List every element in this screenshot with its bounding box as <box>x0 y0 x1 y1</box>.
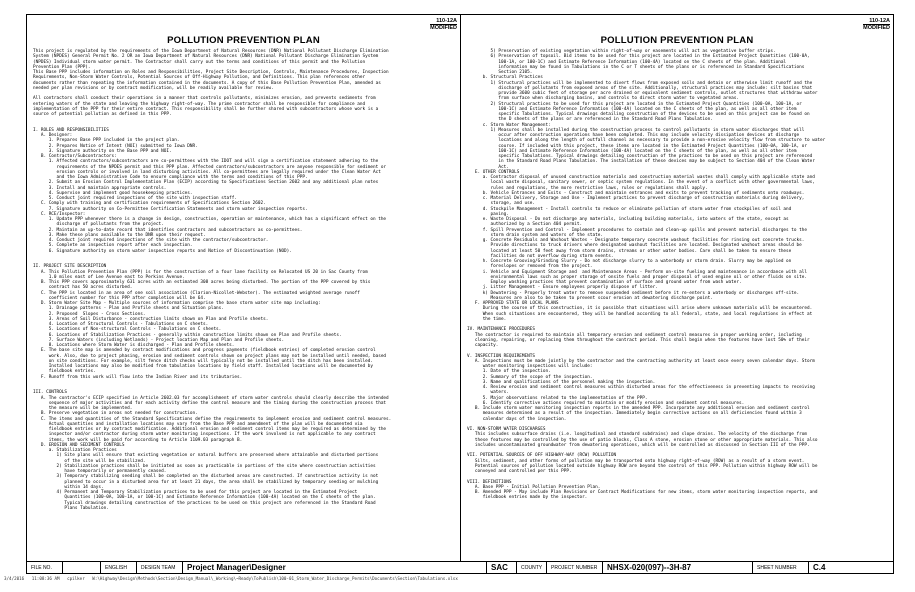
text-line: (NPDES) Individual storm water permit. The Contractor shall carry out the terms and conditions of this permit and the Pollution <box>33 59 366 65</box>
text-line: 4. Review erosion and sediment control measures within disturbed areas for the effectiveness in preventing impacts to receiving <box>467 385 815 390</box>
text-line: within 14 days. <box>33 484 104 490</box>
text-line: specific Tabulations. Typical drawings detailing construction of the devices to be used on this project can be found on <box>467 112 810 117</box>
text-line: information may be found in Tabulations in the C or T sheets of the plans or is referenced in Standard Specifications <box>467 64 805 70</box>
text-line: provide 3600 cubic feet of storage per acre drained or equivalent sediment controls, outlet structures that withdraw water <box>467 91 818 96</box>
text-line: specific Tabulations. Typical drawings detailing construction of the practices to be used on this project are referenced <box>467 154 813 159</box>
text-line: calendar days of the inspection. <box>467 416 567 422</box>
text-line: 3. Signature authority on the Base PPP and NOI. <box>33 148 172 154</box>
text-line: 1) Site plans will ensure that existing vegetation or natural buffers are preserved where attainable and disturbed portions <box>33 453 379 459</box>
text-line: V. INSPECTION REQUIREMENTS <box>467 353 535 359</box>
text-line: 3. Areas of Soil Disturbance - construction limits shown on Plan and Profile sheets. <box>33 316 269 322</box>
text-line: needed per plan revisions or by contract modification, will be readily available for review. <box>33 85 274 91</box>
text-line: from surface when discharging basins, and controls to direct storm water to vegetated areas. <box>467 96 739 102</box>
text-line: 5. Major observations related to the implementation of the PPP. <box>467 395 648 401</box>
file-no-label: FILE NO. <box>27 562 63 573</box>
text-line: coefficient number for this PPP after completion will be 64. <box>33 295 206 301</box>
text-line: 2. Proposed Slopes - Cross Sections. <box>33 311 146 317</box>
text-line: IV. MAINTENANCE PROCEDURES <box>467 327 535 333</box>
text-line: B. This PPP covers approximately 631 acres with an estimated 308 acres being disturbed. The portion of the PPP covered by this <box>33 280 371 285</box>
text-line: fieldbook entries or by contract modification. Additional erosion and sediment control items may be required as determined by the <box>33 427 387 432</box>
text-line: 4) Permanent and Temporary Stabilization practices to be used for this project are located in the Estimated Project <box>33 490 358 495</box>
text-line: F. APPROVED STATE OR LOCAL PLANS <box>467 301 559 306</box>
text-line: the measure will be implemented. <box>33 406 133 411</box>
text-line: C. RCE/Inspector: <box>33 211 86 217</box>
text-line: 1) Structural practices will be implemented to divert flows from exposed soils and detain or otherwise limit runoff and the <box>467 80 813 86</box>
text-line: I. ROLES AND RESPONSIBILITIES <box>33 127 109 133</box>
text-line: 3. Install and maintain appropriate controls. <box>33 185 167 191</box>
text-line: documents rather than repeating the information contained in the documents. A copy of this Base Pollution Prevention Plan, amended as <box>33 80 381 86</box>
text-line: 2. Maintain an up-to-date record that identifies contractors and subcontractors as co-permittees. <box>33 227 303 233</box>
text-line: This project is regulated by the requirements of the Iowa Department of Natural Resources (DNR) National Pollutant Discharge Elimination <box>33 49 389 54</box>
text-line: During the course of this construction, it is possible that situations will arise where unknown materials will be encountered. <box>467 306 813 312</box>
text-line: 1. Affected contractors/subcontractors are co-permittees with the IDOT and will sign a certification statement adhering to the <box>33 159 379 165</box>
text-line: 2) Structural practices to be used for this project are located in the Estimated Project Quantities (100-0A, 100-1A, or <box>467 101 802 107</box>
text-line: measures determined as a result of the inspection. Immediately begin corrective actions on all deficiencies found within 3 <box>467 411 802 417</box>
text-line: authorized by a Section 404 permit. <box>467 222 583 228</box>
text-line: E. The base site map is amended by contract modifications and progress payments (fieldbook entries) of completed erosion control <box>33 348 376 354</box>
corner-modified: MODIFIED <box>863 25 890 31</box>
text-line: Potential sources of pollution located outside highway ROW are beyond the control of this PPP. Pollution within highway ROW will be <box>467 463 818 469</box>
text-line: A. This Pollution Prevention Plan (PPP) is for the construction of a four lane facility on Relocated US 20 in Sac County from <box>33 269 368 275</box>
text-line: water monitoring inspections will include: <box>467 364 593 369</box>
text-line: located at least 50 feet away from storm drains, streams or other water bodies. Care shall be taken to ensure these <box>467 248 792 254</box>
text-line: discharge of pollutants from exposed areas of the site. Additionally, structural practices may include: silt basins that <box>467 85 813 91</box>
text-line: Typical drawings detailing construction of the practices to be used on this project are referenced in the Standard Road <box>33 500 376 506</box>
text-line: Employ washing practices that prevent contamination of surface and ground water from wash water. <box>467 280 742 285</box>
text-line: D. Storm Water Site Map - Multiple sources of information comprise the base storm water site map including: <box>33 301 321 306</box>
text-line: 5. Complete an inspection report after each inspection. <box>33 243 193 249</box>
text-line: 2. Submit an Erosion Control Implementation Plan (ECIP) according to Specifications Section 2602 and any additional plan notes <box>33 180 379 186</box>
text-line: 7. Signature authority on Co-Permittee Certification Statements and storm water inspection reports. <box>33 206 308 212</box>
sheet-number-value: C.4 <box>813 563 826 572</box>
text-line: occur after construction operations have been completed. This may include velocity dissipation devices at discharge <box>467 133 800 138</box>
text-line: 7. Surface Waters (including Wetlands) - Project location Map and Plan and Profile sheets. <box>33 337 285 343</box>
text-line: entering waters of the state and leaving the highway right-of-way. The prime contractor shall be responsible for compliance and <box>33 101 366 107</box>
plot-path: W:\Highway\Design\Methods\Section\Design_Manual\_Working\~Ready\ToPublish\100-01_Storm_Water_Discharge_Permits\Documents\Section\Tabulations.xlsx <box>92 576 458 581</box>
text-line: C. Comply with training and certification requirements of Specifications Section 2602. <box>33 201 266 207</box>
text-line: the time. <box>467 316 507 322</box>
text-line: 4. Conduct joint required inspections of the site with the contractor/subcontractor. <box>33 238 269 243</box>
text-line: fieldbook entries. <box>33 369 96 375</box>
text-line: A. Base PPP - Initial Pollution Prevention Plan. <box>467 484 601 490</box>
text-line: 1. Drainage patterns - Plan and Profile sheets and Situation plans. <box>33 306 224 312</box>
text-line: A. Designer: <box>33 133 73 138</box>
text-line: inspector and/or contractor during storm water monitoring inspections. If the work involved is not applicable to any contract <box>33 432 376 438</box>
text-line: B. Include storm water monitoring inspection reports in the amended PPP. Incorporate any additional erosion and sediment control <box>467 406 810 411</box>
text-line: have temporarily or permanently ceased. <box>33 469 167 474</box>
design-team-label: DESIGN TEAM <box>137 562 183 573</box>
text-line: b. Vehicle Entrances and Exits - Construct and maintain entrances and exits to prevent tracking of sediments onto roadways. <box>467 190 805 196</box>
text-line: 1) Measures shall be installed during the construction process to control pollutants in storm water discharges that will <box>467 127 805 133</box>
text-line: e. Waste Disposal - Do not discharge any materials, including building materials, into waters of the state, except as <box>467 217 789 222</box>
text-line: rules and regulations, the more restrictive laws, rules or regulations shall apply. <box>467 185 708 191</box>
text-line: 100-1A, or 100-1C) and Estimate Reference Information (100-4A) located on the C sheets of the plan. Additional <box>467 59 787 65</box>
county-value: SAC <box>487 562 517 573</box>
text-line: All contractors shall conduct their operations in a manner that controls pollutants, minimizes erosion, and prevents sediments from <box>33 96 376 102</box>
text-line: discharge of pollutants from the project. <box>33 222 164 228</box>
text-line: 100-1C) and Estimate Reference Information (100-4A) located on the C sheets of the plan, as well as all other item <box>467 148 797 154</box>
corner-code: 110-12A <box>430 18 457 25</box>
text-line: d. Stockpile Management - Install controls to reduce or eliminate pollution of storm water from stockpiles of soil and <box>467 206 792 212</box>
text-line: Quantities (100-0A, 100-1A, or 100-1C) and Estimate Reference Information (100-4A) located on the C sheets of the plan. <box>33 495 376 501</box>
text-line: Installed locations may also be modified from tabulation locations by field staff. Installed locations will be documented by <box>33 364 373 369</box>
right-column <box>461 15 893 561</box>
text-line: 5. Locations of Non-structural Controls - Tabulations on C sheets. <box>33 327 222 333</box>
text-line: E. OTHER CONTROLS <box>467 169 520 175</box>
design-team-value: Project Manager\Designer <box>183 562 487 573</box>
text-line: Provide directions to truck drivers where designated washout facilities are located. Designated washout areas should be <box>467 243 802 249</box>
corner-label <box>430 18 457 31</box>
text-line: capacity. <box>467 343 499 348</box>
text-line: VI. NON-STORM WATER DISCHARGES <box>467 427 546 432</box>
corner-modified: MODIFIED <box>430 25 457 31</box>
text-line: B. Contractor/Subcontractors: <box>33 154 117 159</box>
text-line: Actual quantities and installation locations may vary from the Base PPP and amendment of the plan will be documented via <box>33 421 363 427</box>
left-body-text <box>27 49 460 511</box>
text-line: i. Vehicle and Equipment Storage and and Maintenance Areas - Perform on-site fueling and maintenance in accordance with all <box>467 269 807 275</box>
text-line: Plans Tabulation. <box>33 505 109 511</box>
text-line: 2. Summary of the scope of the inspection. <box>467 374 593 380</box>
text-line: facilities do not overflow during storm events. <box>467 253 614 259</box>
text-line: storage, and use. <box>467 201 535 207</box>
text-line: the D sheets of the plans or are referenced in the Standard Road Plans Tabulation. <box>467 117 713 123</box>
text-line: 1.0 miles east of Lee Avenue east to Perkins Avenue. <box>33 274 185 280</box>
plot-footer <box>4 576 458 581</box>
corner-label <box>863 18 890 31</box>
text-line: 8. Locations where Storm Water is discharged - Plan and Profile sheets. <box>33 343 235 348</box>
text-line: C. The PPP is located in an area of one soil association (Clarion-Nicollet-Webster). The estimated weighted average runoff <box>33 290 360 296</box>
text-line: Silts, sediment, and other forms of pollution may be transported onto highway right-of-way (ROW) as a result of a storm event. <box>467 458 805 464</box>
text-line: The contractor is required to maintain all temporary erosion and sediment control measures in proper working order, including <box>467 332 802 338</box>
text-line: Measures are also to be taken to prevent scour erosion at dewatering discharge point. <box>467 295 713 301</box>
text-line: local waste disposal, sanitary sewer, or septic system regulations. In the event of a conflict with other governmental laws, <box>467 180 815 186</box>
text-line: Prevention Plan (PPP). <box>33 64 91 70</box>
text-line: planned to occur in a disturbed area for at least 21 days, the area shall be stabilized by temporary seeding or mulching <box>33 479 379 485</box>
text-line: 5) Preservation of existing vegetation within right-of-way or easements will act as vegetative buffer strips. <box>467 49 776 54</box>
text-line: implementation of the PPP for their entire contract. This responsibility shall be further shared with subcontractors whose work is a <box>33 106 379 112</box>
text-line: 3. Make these plans available to the DNR upon their request. <box>33 232 206 238</box>
text-line: II. PROJECT SITE DESCRIPTION <box>33 264 107 270</box>
text-line: D. EROSION AND SEDIMENT CONTROLS <box>33 442 125 448</box>
text-line: includes uncontaminated groundwater from dewatering operations, which will be controlled as discussed in Section III of the PPP. <box>467 442 810 448</box>
text-line: erosion controls or involved in land disturbing activities. All co-permittees are legally required under the Clean Water Act <box>33 169 381 175</box>
text-line: Section 2105. <box>467 70 533 75</box>
text-line: 3. Name and qualifications of the personnel making the inspection. <box>467 379 656 385</box>
plot-date: 3/4/2016 <box>4 576 25 581</box>
project-number-label: PROJECT NUMBER <box>547 562 603 573</box>
text-line: B. Preserve vegetation in areas not needed for construction. <box>33 411 198 417</box>
text-line: b. Structural Practices <box>467 75 543 81</box>
text-line: waters. <box>467 390 509 396</box>
plan-sheet <box>26 14 894 562</box>
text-line: 6. Locations of Stabilization Practices - generally within construction limits shown on Plan and Profile sheets. <box>33 332 342 338</box>
text-line: c. Storm Water Management: <box>467 122 551 128</box>
units-label: ENGLISH <box>101 562 137 573</box>
text-line: 6. Identify corrective actions required to maintain or modify erosion and sediment control measures. <box>467 400 745 406</box>
text-line: 4. Location of Structural Controls - Tabulations on C sheets. <box>33 322 209 327</box>
plot-time: 11:08:36 AM <box>31 576 60 581</box>
text-line: foreslopes or removed from the project. <box>467 264 593 270</box>
text-line: source of potential pollution as defined in this PPP. <box>33 112 172 117</box>
text-line: items, the work will be paid for according to Article 1109.03 paragraph B. <box>33 437 243 443</box>
sheet-number-label: SHEET NUMBER <box>753 562 809 573</box>
text-line: contract has 50 acres disturbed. <box>33 285 133 291</box>
text-line: course. If included with this project, these items are located in the Estimated Project Quantities (100-0A, 100-1A, or <box>467 143 807 149</box>
text-line: on site conditions. For example, silt fence ditch checks will typically not be installed until the ditch has been installed. <box>33 358 373 364</box>
text-line: 3) Temporary stabilizing seeding shall be completed on the disturbed areas are constructed. If construction activity is not <box>33 474 379 480</box>
text-line: paving. <box>467 211 509 217</box>
text-line: 2. Prepares Notice of Intent (NOI) submitted to Iowa DNR. <box>33 143 198 149</box>
file-no-value <box>63 562 101 573</box>
text-line: 1. Update PPP whenever there is a change in design, construction, operation or maintenance, which has a significant effect on the <box>33 217 387 222</box>
text-line: h. Concrete Grooving/Grinding Slurry - Do not discharge slurry to a waterbody or storm drain. Slurry may be applied on <box>467 259 792 264</box>
text-line: III. CONTROLS <box>33 390 67 396</box>
text-line: sequence of major activities and for each activity define the control measure and the timing during the construction process that <box>33 400 387 406</box>
text-line: fieldbook entries made by the inspector. <box>467 495 588 501</box>
text-line: a. Contractor disposal of unused construction materials and construction material wastes shall comply with applicable state and <box>467 175 815 180</box>
text-line: 4. Supervise and implement good housekeeping practices. <box>33 190 193 196</box>
text-line: work. Also, due to project phasing, erosion and sediment controls shown on project plans may not be installed until needed, based <box>33 353 387 359</box>
text-line: j. Litter Management - Ensure employees properly dispose of litter. <box>467 285 658 291</box>
text-line: Requirements, Non-Storm Water Controls, Potential Sources of Off-Highway Pollution, and Definitions. This plan references other <box>33 75 366 81</box>
text-line: conveyed and controlled per this PPP. <box>467 469 572 474</box>
text-line: B. Amended PPP - May include Plan Revisions or Contract Modifications for new items, storm water monitoring inspection reports, and <box>467 490 818 495</box>
text-line: 100-1C) and Estimate Reference Information (100-4A) located on the C sheets of the plan, as well as all other item <box>467 106 797 112</box>
text-line: System (NPDES) General Permit No. 2 OR an Iowa Department of Natural Resources (DNR) National Pollutant Discharge Elimination System <box>33 54 379 60</box>
text-line: and the Iowa Administrative Code to ensure compliance with the terms and conditions of this PPP. <box>33 175 308 180</box>
text-line: of the site will be stabilized. <box>33 458 146 464</box>
text-line: F. Runoff from this work will flow into the Indian River and its tributaries. <box>33 374 243 380</box>
title-block <box>26 562 894 574</box>
page-title: POLLUTION PREVENTION PLAN <box>600 35 754 46</box>
text-line: c. Material Delivery, Storage and Use - Implement practices to prevent discharge of construction materials during delivery, <box>467 196 805 201</box>
text-line: 1. Prepares Base PPP included in the project plan. <box>33 138 180 144</box>
plot-user: cpilker <box>67 576 85 581</box>
text-line: f. Spill Prevention and Control - Implement procedures to contain and clean-up spills and prevent material discharges to the <box>467 227 807 233</box>
text-line: C. The items and quantities of the Standard Specifications define the requirements to implement erosion and sediment control measures. <box>33 416 392 422</box>
text-line: storm drain system and waters of the state. <box>467 232 603 238</box>
text-line: cleaning, repairing, or replacing them throughout the contract period. This shall begin when the features have lost 50% of their <box>467 337 810 343</box>
left-column <box>27 15 461 561</box>
text-line: 6. Signature authority on storm water inspection reports and Notice of Discontinuation (NOD). <box>33 248 292 254</box>
text-line: g. Concrete Residuals and Washout Wastes - Designate temporary concrete washout facilities for rinsing out concrete trucks. <box>467 238 805 243</box>
text-line: a. Stabilization Practices <box>33 448 117 453</box>
text-line: 1. Date of the inspection. <box>467 369 551 375</box>
text-line: VII. POTENTIAL SOURCES OF OFF HIGHWAY-WAY (RCW) POLLUTION <box>467 453 617 459</box>
text-line: requirements of the NPDES permit and this PPP plan. Affected contractors/subcontractors are anyone responsible for sediment or <box>33 164 387 170</box>
page-title: POLLUTION PREVENTION PLAN <box>167 35 320 46</box>
county-label: COUNTY <box>517 562 547 573</box>
text-line: these features may be controlled by the use of patio blocks, Class A stone, erosion stone or other appropriate materials. This also <box>467 437 818 443</box>
text-line: 2) Stabilization practices shall be initiated as soon as practicable in portions of the site where construction activities <box>33 463 376 469</box>
text-line: locations and along the length of outfall channel as necessary to provide a non-erosive velocity flow from structure to water <box>467 138 826 144</box>
text-line: A. Inspections must be made jointly by the contractor and the contracting authority at least once every seven calendar days. Storm <box>467 358 815 364</box>
corner-code: 110-12A <box>863 18 890 25</box>
text-line: 6) Preservation of topsoil. Bid items to be used for this project are located in the Estimated Project Quantities (100-0A, <box>467 54 810 60</box>
text-line: environmental laws such as proper storage of onsite fuels and proper disposal of used engine oil or other fluids on site. <box>467 274 807 280</box>
text-line: A. The contractor's ECIP specified in Article 2602.03 for accomplishment of storm water controls should clearly describe the intended <box>33 395 389 401</box>
text-line: This Base PPP includes information on Roles and Responsibilities, Project Site Description, Controls, Maintenance Procedures, Inspection <box>33 70 389 75</box>
right-body-text <box>461 49 893 501</box>
text-line: This includes subsurface drains (i.e. longitudinal and standard subdrains) and slope drains. The velocity of the discharge from <box>467 432 807 438</box>
text-line: k) Dewatering - Properly treat water to remove suspended sediment before it re-enters a waterbody or discharges off-site. <box>467 290 800 296</box>
text-line: in the Standard Road Plans Tabulation. The installation of these devices may be subject to Section 404 of the Clean Water <box>467 159 815 165</box>
text-line: 5. Conduct joint required inspections of the site with inspection staff. <box>33 196 237 201</box>
text-line: When such situations are encountered, they will be handled according to all federal, state, and local regulations in effect at <box>467 311 813 317</box>
project-number-value: NHSX-020(097)--3H-87 <box>603 562 753 573</box>
text-line: VIII. DEFINITIONS <box>467 479 512 485</box>
text-line: Act. <box>467 164 509 170</box>
